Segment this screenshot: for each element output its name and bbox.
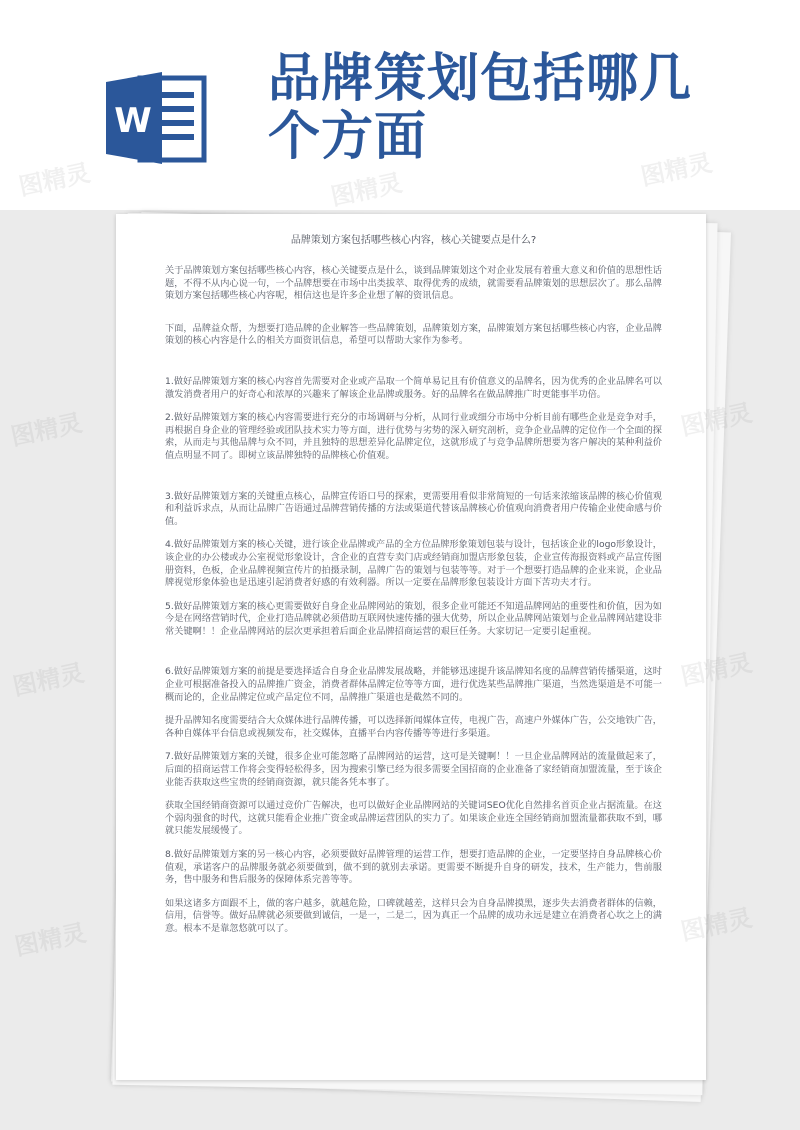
document-paragraph-point-5: 5.做好品牌策划方案的核心更需要做好自身企业品牌网站的策划，很多企业可能还不知道品牌网站的重要性和价值，因为如今是在网络营销时代，企业打造品牌就必须借助互联网快速传播的强大优势，所以企业品牌网站策划与企业品牌网站建设非常关键啊！！企业品牌网站的层次更承担着后面企业品牌招商运营的艰巨任务。大家切记一定要引起重视。 bbox=[165, 600, 662, 637]
document-paragraph-point-6: 6.做好品牌策划方案的前提是要选择适合自身企业品牌发展战略，并能够迅速提升该品牌知名度的品牌营销传播渠道，这时企业可根据准备投入的品牌推广资金，消费者群体品牌定位等等方面，进行优选某些品牌推广渠道，当然选渠道是不可能一概而论的，企业品牌定位或产品定位不同，品牌推广渠道也是截然不同的。 bbox=[165, 666, 662, 703]
document-paragraph-preface: 下面，品牌益众帮，为想要打造品牌的企业解答一些品牌策划，品牌策划方案，品牌策划方案包括哪些核心内容，企业品牌策划的核心内容是什么的相关方面资讯信息，希望可以帮助大家作为参考。 bbox=[165, 322, 662, 347]
word-icon-letter: W bbox=[114, 101, 152, 141]
document-paragraph-channels: 提升品牌知名度需要结合大众媒体进行品牌传播，可以选择新闻媒体宣传，电视广告，高速户外媒体广告，公交地铁广告，各种自媒体平台信息或视频发布，社交媒体，直播平台内容传播等等进行多渠道。 bbox=[165, 715, 662, 739]
document-paragraph-conclusion: 如果这诸多方面跟不上，做的客户越多，就越危险，口碑就越差，这样只会为自身品牌摸黑，逐步失去消费者群体的信赖，信用，信誉等。做好品牌就必须要做到诚信，一是一，二是二，因为真正一个品牌的成功永远是建立在消费者心坎之上的满意。根本不是靠忽悠就可以了。 bbox=[165, 897, 662, 934]
watermark-mark: 图精灵 bbox=[12, 918, 89, 962]
page-title-line-1: 品牌策划包括哪几 bbox=[268, 48, 693, 109]
document-paragraph-point-8: 8.做好品牌策划方案的另一核心内容，必须要做好品牌管理的运营工作，想要打造品牌的企业，一定要坚持自身品牌核心价值观，承诺客户的品牌服务就必须要做到，做不到的就别去承诺。更需要不断提升自身的研发，技术，生产能力，售前服务，售中服务和售后服务的保障体系完善等等。 bbox=[165, 849, 662, 886]
document-paragraph-point-2: 2.做好品牌策划方案的核心内容需要进行充分的市场调研与分析，从同行业或细分市场中分析目前有哪些企业是竞争对手，再根据自身企业的管理经验或团队技术实力等方面，进行优势与劣势的深入研究剖析，竞争企业品牌的定位作一个全面的探索，从而走与其他品牌与众不同，并且独特的思想差异化品牌定位，这就形成了与竞争品牌所想要为客户解决的某种利益价值点明显不同了。即树立该品牌独特的品牌核心价值观。 bbox=[165, 412, 662, 461]
document-page bbox=[116, 214, 706, 1080]
document-paragraph-point-3: 3.做好品牌策划方案的关键重点核心，品牌宣传语口号的探索，更需要用看似非常简短的一句话来浓缩该品牌的核心价值观和利益诉求点，从而让品牌广告语通过品牌营销传播的方法或渠道代替该品牌核心价值观向消费者用户传输企业使命感与价值。 bbox=[165, 490, 662, 527]
watermark-mark: 图精灵 bbox=[8, 408, 85, 452]
page-title-line-2: 个方面 bbox=[268, 106, 428, 167]
watermark-mark: 图精灵 bbox=[678, 903, 755, 947]
document-paragraph-intro: 关于品牌策划方案包括哪些核心内容，核心关键要点是什么，谈到品牌策划这个对企业发展有着重大意义和价值的思想性话题，不得不从内心说一句，一个品牌想要在市场中出类拔萃、取得优秀的成绩，就需要看品牌策划的思想层次了。那么品牌策划方案包括哪些核心内容呢，相信这也是许多企业想了解的资讯信息。 bbox=[165, 265, 662, 302]
word-document-icon bbox=[106, 70, 216, 166]
watermark-mark: 图精灵 bbox=[10, 658, 87, 702]
document-paragraph-point-1: 1.做好品牌策划方案的核心内容首先需要对企业或产品取一个简单易记且有价值意义的品牌名，因为优秀的企业品牌名可以激发消费者用户的好奇心和浓厚的兴趣来了解该企业品牌或服务。好的品牌名在做品牌推广时更能事半功倍。 bbox=[165, 375, 662, 400]
document-paragraph-point-7: 7.做好品牌策划方案的关键，很多企业可能忽略了品牌网站的运营，这可是关键啊！！一旦企业品牌网站的流量做起来了，后面的招商运营工作将会变得轻松得多，因为搜索引擎已经为很多需要全国招商的企业准备了家经销商加盟流量，至于该企业能否获取这些宝贵的经销商资源，就只能各凭本事了。 bbox=[165, 751, 662, 788]
page-title bbox=[268, 50, 718, 166]
document-title: 品牌策划方案包括哪些核心内容，核心关键要点是什么? bbox=[290, 235, 537, 246]
document-paragraph-point-4: 4.做好品牌策划方案的核心关键，进行该企业品牌或产品的全方位品牌形象策划包装与设计，包括该企业的logo形象设计，该企业的办公楼或办公室视觉形象设计，含企业的直营专卖门店或经销商加盟店形象包装，企业宣传海报资料或产品宣传图册资料，色板，企业品牌视频宣传片的拍摄录制，品牌广告的策划与包装等等。对于一个想要打造品牌的企业来说，企业品牌视觉形象体验也是迅速引起消费者好感的有效利器。所以一定要在品牌形象包装设计方面下苦功夫才行。 bbox=[165, 539, 662, 589]
document-paragraph-resources: 获取全国经销商资源可以通过竞价广告解决，也可以做好企业品牌网站的关键词SEO优化自然排名首页企业占据流量。在这个弱肉强食的时代，这就只能看企业推广资金或品牌运营团队的实力了。如果该企业连全国经销商加盟流量都获取不到，哪就只能发展缓慢了。 bbox=[165, 800, 662, 837]
watermark-mark: 图精灵 bbox=[678, 648, 755, 692]
